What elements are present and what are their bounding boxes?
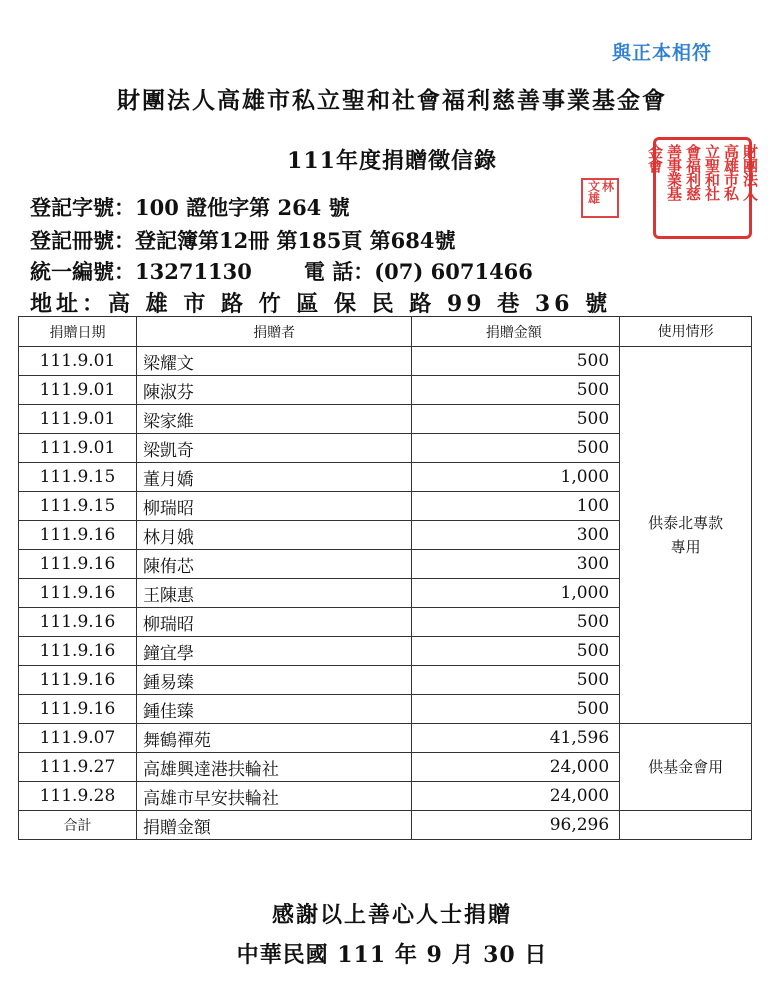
- row-date: 111.9.16: [19, 579, 137, 608]
- seal-text-col: 文雄: [586, 180, 601, 204]
- row-donor: 陳侑芯: [136, 550, 412, 579]
- row-date: 111.9.16: [19, 608, 137, 637]
- address: 地址：高 雄 市 路 竹 區 保 民 路 99 巷 36 號: [30, 291, 612, 317]
- table-row: [19, 724, 752, 753]
- row-donor: 鐘宜學: [136, 637, 412, 666]
- row-date: 111.9.16: [19, 666, 137, 695]
- seal-text-col: 高雄市私: [722, 144, 740, 200]
- row-date: 111.9.07: [19, 724, 137, 753]
- header-amount: 捐贈金額: [412, 317, 620, 347]
- row-donor: 梁凱奇: [136, 434, 412, 463]
- row-amount: 500: [412, 637, 620, 666]
- row-donor: 高雄興達港扶輪社: [136, 753, 412, 782]
- issue-date: 中華民國 111 年 9 月 30 日: [236, 942, 548, 968]
- row-amount: 500: [412, 376, 620, 405]
- row-amount: 1,000: [412, 579, 620, 608]
- phone-number: 電 話：(07) 6071466: [303, 259, 533, 284]
- row-donor: 陳淑芬: [136, 376, 412, 405]
- row-date: 111.9.16: [19, 521, 137, 550]
- row-date: 111.9.01: [19, 405, 137, 434]
- row-donor: 鍾佳臻: [136, 695, 412, 724]
- row-amount: 500: [412, 405, 620, 434]
- row-donor: 舞鶴禪苑: [136, 724, 412, 753]
- row-amount: 100: [412, 492, 620, 521]
- register-book: 登記冊號：登記簿第12冊 第185頁 第684號: [30, 228, 456, 253]
- seal-text-col: 會福利慈: [684, 144, 702, 200]
- row-date: 111.9.16: [19, 637, 137, 666]
- row-donor: 董月嬌: [136, 463, 412, 492]
- table-row: [19, 347, 752, 376]
- header-donor: 捐贈者: [136, 317, 412, 347]
- total-row: [19, 811, 752, 840]
- id-phone-line: [30, 256, 533, 286]
- header-usage: 使用情形: [620, 317, 752, 347]
- usage-line: 供泰北專款: [648, 514, 724, 532]
- row-amount: 24,000: [412, 782, 620, 811]
- usage-thailand-fund: [620, 347, 752, 724]
- row-donor: 高雄市早安扶輪社: [136, 782, 412, 811]
- row-donor: 王陳惠: [136, 579, 412, 608]
- row-date: 111.9.15: [19, 463, 137, 492]
- row-date: 111.9.27: [19, 753, 137, 782]
- usage-foundation: 供基金會用: [620, 724, 752, 811]
- row-amount: 41,596: [412, 724, 620, 753]
- seal-text-col: 財團法人: [741, 144, 759, 200]
- donation-table: [18, 316, 752, 840]
- row-donor: 林月娥: [136, 521, 412, 550]
- foundation-seal: [646, 137, 759, 239]
- row-date: 111.9.28: [19, 782, 137, 811]
- row-donor: 鍾易臻: [136, 666, 412, 695]
- row-amount: 24,000: [412, 753, 620, 782]
- row-donor: 梁家維: [136, 405, 412, 434]
- row-amount: 300: [412, 550, 620, 579]
- row-amount: 500: [412, 347, 620, 376]
- row-date: 111.9.15: [19, 492, 137, 521]
- row-date: 111.9.01: [19, 347, 137, 376]
- total-description: 捐贈金額: [136, 811, 412, 840]
- total-label: 合計: [19, 811, 137, 840]
- certified-copy-stamp: 與正本相符: [612, 42, 713, 64]
- personal-seal: [581, 178, 619, 218]
- row-donor: 柳瑞昭: [136, 492, 412, 521]
- row-date: 111.9.16: [19, 695, 137, 724]
- usage-line: 專用: [670, 538, 701, 556]
- total-usage-empty: [620, 811, 752, 840]
- row-amount: 500: [412, 434, 620, 463]
- thanks-note: 感謝以上善心人士捐贈: [271, 902, 512, 928]
- table-header-row: [19, 317, 752, 347]
- seal-text-col: 立聖和社: [703, 144, 721, 200]
- row-amount: 500: [412, 695, 620, 724]
- seal-text-col: 金會: [646, 144, 664, 172]
- total-amount: 96,296: [412, 811, 620, 840]
- row-amount: 1,000: [412, 463, 620, 492]
- row-donor: 梁耀文: [136, 347, 412, 376]
- organization-name: 財團法人高雄市私立聖和社會福利慈善事業基金會: [117, 87, 667, 114]
- seal-text-col: 善事業基: [665, 144, 683, 200]
- row-amount: 500: [412, 608, 620, 637]
- row-date: 111.9.16: [19, 550, 137, 579]
- row-date: 111.9.01: [19, 434, 137, 463]
- seal-text-col: 林: [600, 180, 615, 192]
- row-donor: 柳瑞昭: [136, 608, 412, 637]
- document-title: 111年度捐贈徵信錄: [287, 148, 497, 174]
- unified-number: 統一編號：13271130: [30, 259, 252, 284]
- header-date: 捐贈日期: [19, 317, 137, 347]
- row-date: 111.9.01: [19, 376, 137, 405]
- row-amount: 300: [412, 521, 620, 550]
- registration-number: 登記字號：100 證他字第 264 號: [30, 195, 350, 220]
- row-amount: 500: [412, 666, 620, 695]
